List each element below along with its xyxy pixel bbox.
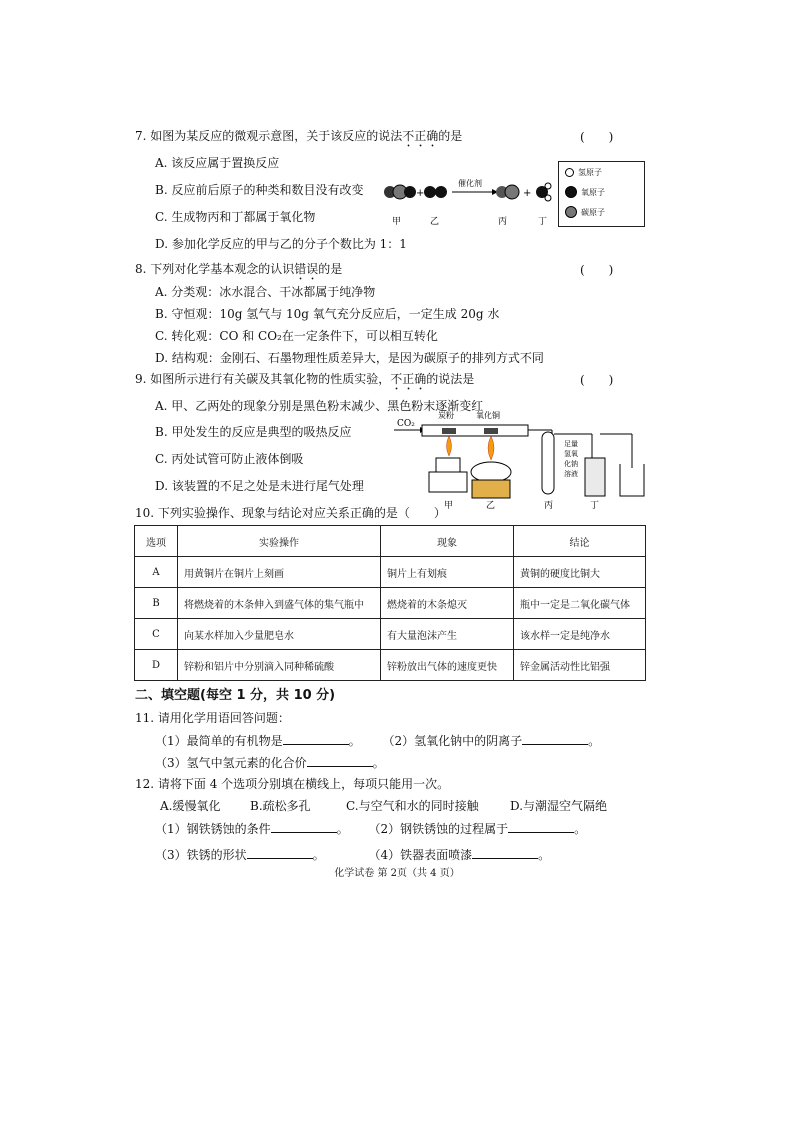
q7-catalyst-label: 催化剂 (458, 179, 482, 188)
table-row (135, 557, 646, 588)
answer-blank[interactable] (247, 846, 313, 859)
q9-option-c: C. 丙处试管可防止液体倒吸 (155, 452, 304, 466)
q8-option-d: D. 结构观：金刚石、石墨物理性质差异大，是因为碳原子的排列方式不同 (155, 351, 544, 365)
q9-co2-label: CO₂ (397, 419, 415, 429)
table-row (135, 650, 646, 681)
svg-text:+: + (523, 188, 532, 199)
table-header: 结论 (514, 526, 646, 557)
q9-stem: 9. 如图所示进行有关碳及其氧化物的性质实验，不正确的说法是 (135, 372, 475, 386)
q7-label-jia: 甲 (392, 217, 402, 227)
q7-option-c: C. 生成物丙和丁都属于氧化物 (155, 210, 316, 224)
q9-label-yi: 乙 (486, 501, 496, 511)
table-cell: 向某水样加入少量肥皂水 (178, 619, 381, 650)
table-cell: 有大量泡沫产生 (381, 619, 514, 650)
q12-row-1: （1）钢铁锈蚀的条件 。 （2）钢铁锈蚀的过程属于 。 (155, 822, 587, 836)
q9-label-jia: 甲 (444, 501, 454, 511)
q9-naoh-4: 溶液 (564, 470, 578, 478)
section-title: 二、填空题(每空 1 分，共 10 分) (135, 688, 336, 703)
q9-carbon-label: 炭粉 (438, 411, 454, 420)
q8-option-b: B. 守恒观：10g 氢气与 10g 氧气充分反应后，一定生成 20g 水 (155, 307, 500, 321)
q12-row-2: （3）铁锈的形状 。 （4）铁器表面喷漆 。 (155, 848, 551, 862)
q10-stem: 10. 下列实验操作、现象与结论对应关系正确的是（ ） (135, 506, 446, 520)
q9-cuo-label: 氧化铜 (476, 411, 500, 420)
hydrogen-atom-icon (565, 168, 574, 177)
legend-oxygen (565, 186, 605, 198)
q7-reaction-diagram (380, 172, 555, 232)
q9-naoh-1: 足量 (564, 440, 578, 448)
q12-choice-d: D.与潮湿空气隔绝 (510, 799, 608, 813)
table-cell: D (135, 650, 178, 681)
table-header: 实验操作 (178, 526, 381, 557)
answer-blank[interactable] (307, 754, 373, 767)
q8-option-c: C. 转化观：CO 和 CO₂在一定条件下，可以相互转化 (155, 329, 438, 343)
legend-carbon (565, 206, 605, 218)
q7-atom-legend (558, 161, 645, 227)
table-row (135, 619, 646, 650)
answer-blank[interactable] (271, 820, 337, 833)
q7-label-yi: 乙 (430, 217, 440, 227)
table-cell: 燃烧着的木条熄灭 (381, 588, 514, 619)
table-row (135, 588, 646, 619)
q12-stem: 12. 请将下面 4 个选项分别填在横线上，每项只能用一次。 (135, 777, 450, 791)
q9-option-b: B. 甲处发生的反应是典型的吸热反应 (155, 425, 352, 439)
legend-hydrogen-label: 氢原子 (578, 168, 602, 177)
table-header: 现象 (381, 526, 514, 557)
table-header-row (135, 526, 646, 557)
q9-naoh-3: 化钠 (564, 460, 578, 468)
legend-oxygen-label: 氧原子 (581, 187, 605, 197)
page-footer: 化学试卷 第 2页（共 4 页） (334, 868, 460, 879)
table-cell: 用黄铜片在铜片上刻画 (178, 557, 381, 588)
table-cell: 瓶中一定是二氧化碳气体 (514, 588, 646, 619)
table-cell: 黄铜的硬度比铜大 (514, 557, 646, 588)
q7-label-ding: 丁 (538, 217, 548, 227)
q7-stem: 7. 如图为某反应的微观示意图，关于该反应的说法不正确的是 (135, 129, 463, 143)
legend-carbon-label: 碳原子 (581, 207, 605, 217)
q11-stem: 11. 请用化学用语回答问题： (135, 711, 290, 725)
table-cell: 锌粉放出气体的速度更快 (381, 650, 514, 681)
q9-option-d: D. 该装置的不足之处是未进行尾气处理 (155, 479, 364, 493)
oxygen-atom-icon (565, 186, 577, 198)
answer-blank[interactable] (508, 820, 574, 833)
answer-blank[interactable] (283, 732, 349, 745)
q9-naoh-2: 氢氧 (564, 450, 578, 458)
q12-choice-b: B.疏松多孔 (250, 799, 311, 813)
table-cell: 该水样一定是纯净水 (514, 619, 646, 650)
q8-stem: 8. 下列对化学基本观念的认识错误的是 (135, 262, 343, 276)
q7-option-d: D. 参加化学反应的甲与乙的分子个数比为 1：1 (155, 237, 407, 251)
table-cell: B (135, 588, 178, 619)
table-header: 选项 (135, 526, 178, 557)
q8-answer-paren[interactable]: ( ) (580, 263, 614, 277)
legend-hydrogen (565, 167, 602, 178)
q8-option-a: A. 分类观：冰水混合、干冰都属于纯净物 (155, 285, 376, 299)
q7-option-b: B. 反应前后原子的种类和数目没有改变 (155, 183, 364, 197)
q9-label-ding: 丁 (590, 501, 600, 511)
answer-blank[interactable] (472, 846, 538, 859)
q9-answer-paren[interactable]: ( ) (580, 373, 614, 387)
q11-item-1: （1）最简单的有机物是 。 （2）氢氧化钠中的阴离子 。 (155, 734, 601, 748)
q10-table (134, 525, 646, 681)
q12-choice-a: A.缓慢氧化 (160, 799, 221, 813)
q9-label-bing: 丙 (544, 501, 554, 511)
q7-label-bing: 丙 (498, 217, 508, 227)
table-cell: A (135, 557, 178, 588)
svg-text:+: + (416, 188, 425, 199)
q9-apparatus-diagram (392, 406, 652, 512)
table-cell: 将燃烧着的木条伸入到盛气体的集气瓶中 (178, 588, 381, 619)
answer-blank[interactable] (522, 732, 588, 745)
q7-answer-paren[interactable]: ( ) (580, 130, 614, 144)
table-cell: 锌金属活动性比铝强 (514, 650, 646, 681)
q7-option-a: A. 该反应属于置换反应 (155, 156, 280, 170)
carbon-atom-icon (565, 206, 577, 218)
table-cell: 铜片上有划痕 (381, 557, 514, 588)
q9-option-a: A. 甲、乙两处的现象分别是黑色粉末减少、黑色粉末逐渐变红 (155, 399, 484, 413)
table-cell: 锌粉和铝片中分别滴入同种稀硫酸 (178, 650, 381, 681)
q11-item-3: （3）氢气中氢元素的化合价 。 (155, 756, 385, 770)
table-cell: C (135, 619, 178, 650)
q12-choice-c: C.与空气和水的同时接触 (346, 799, 479, 813)
